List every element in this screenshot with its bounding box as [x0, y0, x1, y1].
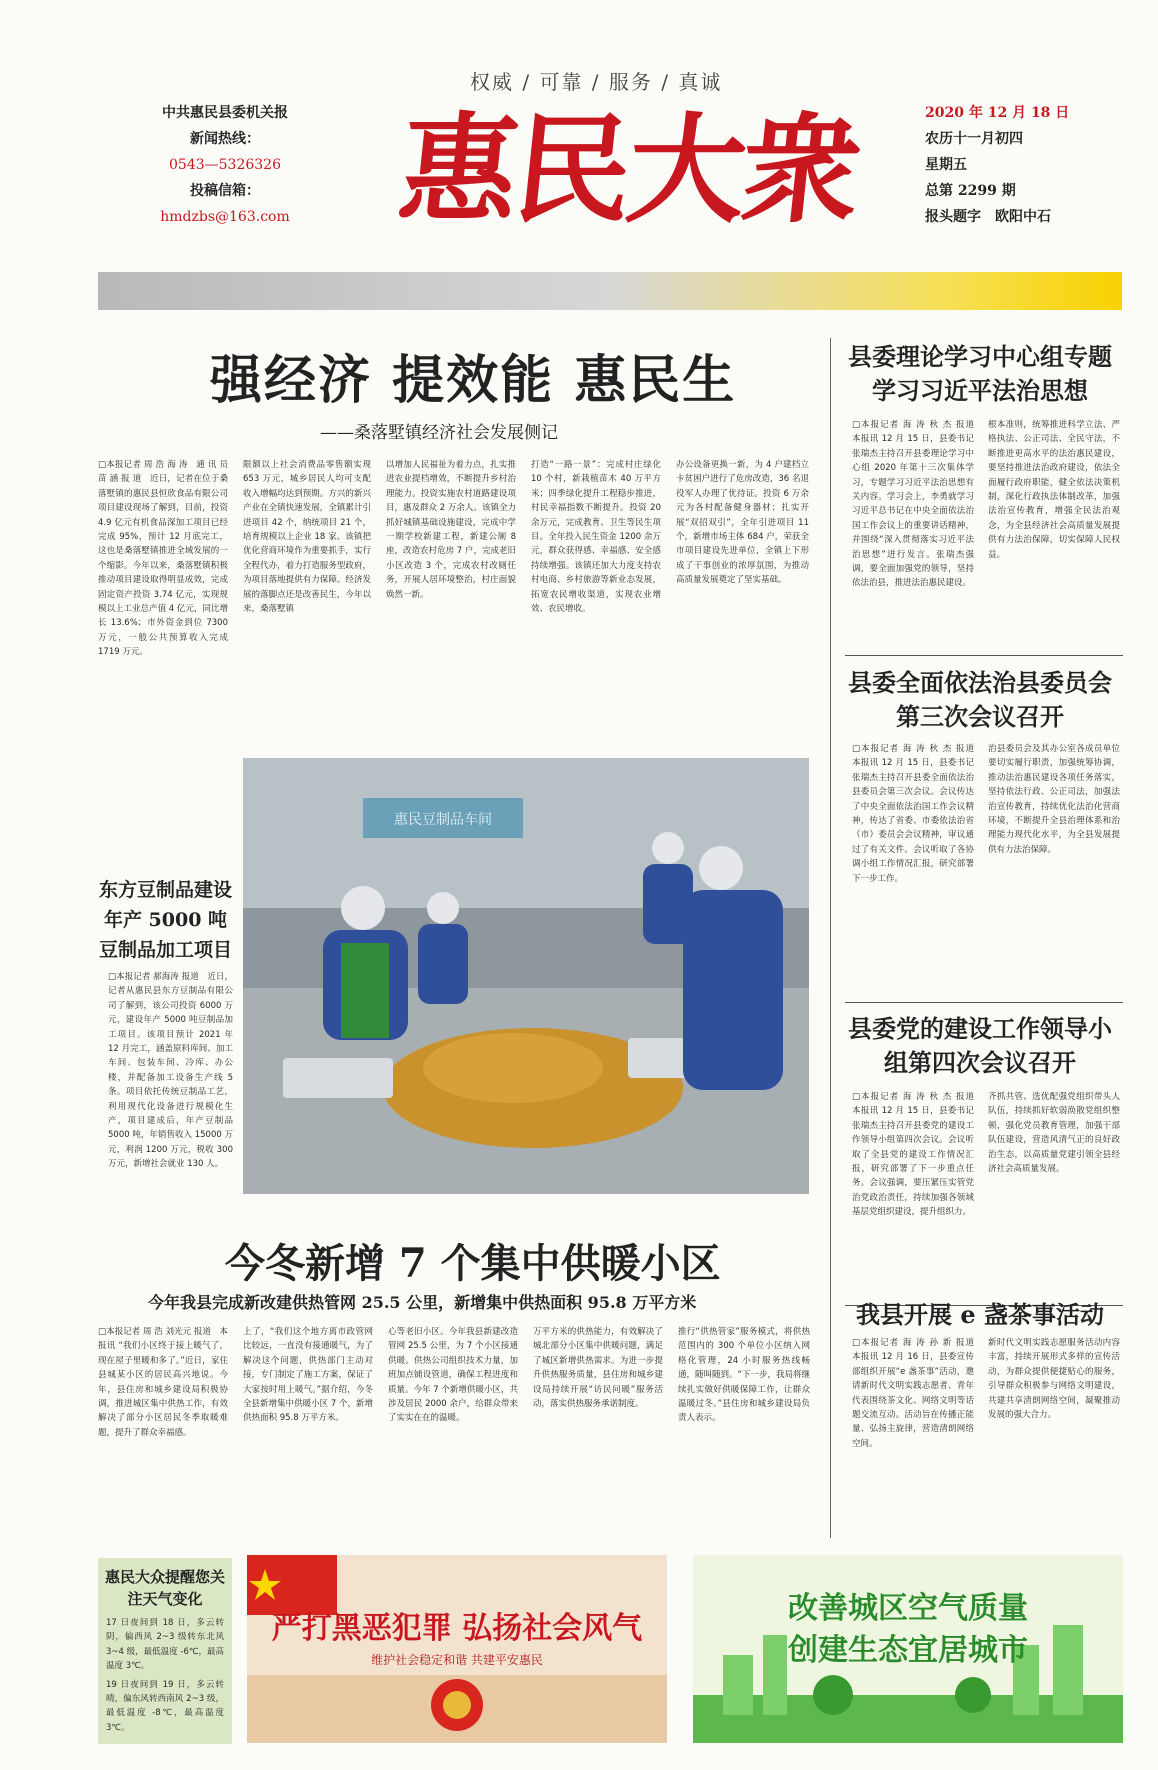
heating-column-4: 万平方米的供热能力，有效解决了城北部分小区集中供暖问题，满足了城区新增供热需求。为进一步提升供热服务质量，县住房和城乡建设局持续开展“访民问暖”服务活动，落实供热服务承诺制度。	[533, 1327, 663, 1410]
weather-title: 惠民大众提醒您关注天气变化	[104, 1568, 225, 1608]
hotline-number: 0543—5326326	[169, 157, 281, 173]
side-story-2-col-b: 治县委员会及其办公室各成员单位要切实履行职责，加强统筹协调，推动法治惠民建设各项任务落实，坚持依法行政、公正司法，加强法治宣传教育，持续优化法治化营商环境，不断提升全县治理体系和治理能力现代化水平，为全县发展提供有力法治保障。	[988, 744, 1120, 855]
weekday: 星期五	[925, 157, 967, 173]
heating-subtitle: 今年我县完成新改建供热管网 25.5 公里，新增集中供热面积 95.8 万平方米	[148, 1293, 697, 1312]
air-quality-line-2: 创建生态宜居城市	[788, 1633, 1028, 1668]
weather-forecast-2: 19 日夜间到 19 日，多云转晴，偏东风转西南风 2~3 级，最低温度 -8℃，最高温度 3℃。	[106, 1679, 224, 1733]
weather-box	[98, 1558, 232, 1744]
side-divider-2	[845, 1002, 1123, 1003]
newspaper-title: 惠民大衆	[392, 100, 864, 239]
calligraphy-credit: 报头题字 欧阳中石	[925, 209, 1051, 225]
lead-column-3: 以增加人民福祉为着力点，扎实推进农业提档增效，不断提升乡村治理能力。投资实施农村道路建设项目，惠及群众 2 万余人。该镇全力抓好城镇基础设施建设，完成中学一期学校新建工程，新建公厕 8 座，改造农村危房 7 户，完成老旧小区改造 3 个，完成农村改厕任务，开展人居环境整治，村庄面貌焕然一新。	[386, 460, 516, 600]
hotline-label: 新闻热线：	[190, 131, 260, 147]
factory-sign: 惠民豆制品车间	[394, 812, 492, 828]
lead-column-4: 打造“一路一景”：完成村庄绿化 10 个村，新栽植苗木 40 万平方米；四季绿化提升工程稳步推进，村民幸福指数不断提升。投资 20 余万元，完成教育、卫生等民生项目。全年投入民生资金 1200 余万元，群众获得感、幸福感、安全感持续增强。该镇还加大力度支持农村电商、乡村旅游等新业态发展，拓宽农民增收渠道，实现农业增效、农民增收。	[531, 460, 661, 615]
heating-column-3: 心等老旧小区。今年我县新建改造管网 25.5 公里，为 7 个小区接通供暖。供热公司组织技术力量，加班加点铺设管道，确保工程进度和质量。今年 7 个新增供暖小区，共涉及居民 2000 余户，给群众带来了实实在在的温暖。	[388, 1327, 518, 1424]
issue-number: 总第 2299 期	[925, 183, 1016, 199]
mail-address: hmdzbs@163.com	[160, 209, 290, 225]
slogan: 权威 / 可靠 / 服务 / 真诚	[470, 70, 723, 94]
tree-icon	[813, 1675, 853, 1715]
org-name: 中共惠民县委机关报	[162, 105, 288, 121]
side-story-4-col-b: 新时代文明实践志愿服务活动内容丰富，持续开展形式多样的宣传活动，为群众提供便捷贴心的服务，引导群众积极参与网络文明建设，共建共享清朗网络空间，凝聚推动发展的强大合力。	[988, 1338, 1120, 1421]
side-story-3-title: 县委党的建设工作领导小组第四次会议召开	[848, 1014, 1112, 1077]
weather-forecast-1: 17 日夜间到 18 日，多云转阴，偏西风 2~3 级转东北风 3~4 级，最低温度 -6℃，最高温度 3℃。	[106, 1618, 224, 1672]
side-story-2-col-a: □本报记者 海 涛 秋 杰 报道 本报讯 12 月 15 日，县委书记张瑞杰主持召开县委全面依法治县委员会第三次会议。会议传达了中央全面依法治国工作会议精神，传达了省委、市委依法治省（市）委员会会议精神，审议通过了有关文件。会议听取了各协调小组工作情况汇报，研究部署下一步工作。	[852, 744, 983, 884]
side-story-1-col-a: □本报记者 海 涛 秋 杰 报道 本报讯 12 月 15 日，县委书记张瑞杰主持召开县委理论学习中心组 2020 年第十三次集体学习，专题学习习近平法治思想有关内容。学习会上，李勇就学习习近平总书记在中央全面依法治国工作会议上的重要讲话精神，并围绕“深入贯彻落实习近平法治思想”进行发言。张瑞杰强调，要全面加强党的领导，坚持依法治县，推进法治惠民建设。	[852, 420, 983, 589]
anti-crime-ad-art	[247, 1555, 667, 1743]
side-story-4-title: 我县开展 e 盏茶事活动	[856, 1300, 1104, 1329]
lead-column-2: 限额以上社会消费品零售额实现 653 万元，城乡居民人均可支配收入增幅均达到预期。方兴的新兴产业在全镇快速发展，全镇累计引进项目 42 个，纳统项目 21 个，培育规模以上企业 18 家。该镇把优化营商环境作为重要抓手，实行全程代办，着力打造服务型政府，为项目落地提供有力保障。经济发展的落脚点还是改善民生，今年以来，桑落墅镇	[243, 460, 371, 615]
header-bar	[98, 272, 1122, 310]
tofu-story-body: □本报记者 郝海涛 报道 近日，记者从惠民县东方豆制品有限公司了解到，该公司投资 6000 万元，建设年产 5000 吨豆制品加工项目。该项目预计 2021 年 12 月完工，涵盖原料库间、加工车间、包装车间、冷库、办公楼，并配备加工设备生产线 5 条。项目依托传统豆制品工艺，利用现代化设备进行规模化生产，项目建成后，年产豆制品 5000 吨，年销售收入 15000 万元，利润 1200 万元，税收 300 万元，新增社会就业 130 人。	[108, 972, 233, 1170]
lead-column-5: 办公设备更换一新，为 4 户建档立卡贫困户进行了危房改造，36 名退役军人办理了优待证。投资 6 万余元为各村配备健身器材；扎实开展“双招双引”，全年引进项目 11 个，新增市场主体 684 户，荣获全市项目建设先进单位，全镇上下形成了干事创业的浓厚氛围，为推动高质量发展奠定了坚实基础。	[676, 460, 809, 586]
masthead-left	[140, 100, 310, 230]
side-story-2-title: 县委全面依法治县委员会第三次会议召开	[848, 668, 1112, 731]
factory-photo-illustration	[243, 758, 809, 1194]
tofu-story-title: 东方豆制品建设年产 5000 吨豆制品加工项目	[98, 879, 232, 961]
issue-date: 2020 年 12 月 18 日	[925, 105, 1070, 121]
side-story-1-title: 县委理论学习中心组专题学习习近平法治思想	[848, 342, 1112, 405]
heating-column-1: □本报记者 周 浩 刘光元 报道 本报讯 “我们小区终于接上暖气了，现在屋子里暖和多了。”近日，家住县城某小区的居民高兴地说。今年，县住房和城乡建设局积极协调，推进城区集中供热工作，有效解决了部分小区居民冬季取暖难题，提升了群众幸福感。	[98, 1327, 228, 1438]
heating-column-2: 上了，“我们这个地方离市政管网比较远，一直没有接通暖气，为了解决这个问题，供热部门主动对接，专门制定了施工方案，保证了大家按时用上暖气。”据介绍，今冬全县新增集中供暖小区 7 个，新增供热面积 95.8 万平方米。	[243, 1327, 373, 1424]
air-quality-ad	[693, 1555, 1123, 1743]
heating-headline: 今冬新增 7 个集中供暖小区	[225, 1240, 721, 1287]
anti-crime-slogan: 严打黑恶犯罪 弘扬社会风气	[271, 1611, 643, 1646]
side-story-4-col-a: □本报记者 海 涛 孙 新 报道 本报讯 12 月 16 日，县委宣传部组织开展“e 盏茶事”活动，邀请新时代文明实践志愿者、青年代表围绕茶文化、网络文明等话题交流互动。活动旨在传播正能量、弘扬主旋律，营造清朗网络空间。	[852, 1338, 983, 1449]
anti-crime-ad	[247, 1555, 667, 1743]
lunar-date: 农历十一月初四	[925, 131, 1023, 147]
anti-crime-subslogan: 维护社会稳定和谐 共建平安惠民	[371, 1653, 543, 1667]
mail-label: 投稿信箱：	[190, 183, 260, 199]
masthead-right	[925, 100, 1095, 230]
air-quality-line-1: 改善城区空气质量	[788, 1591, 1028, 1626]
side-story-3-col-b: 齐抓共管、选优配强党组织带头人队伍，持续抓好软弱涣散党组织整顿，强化党员教育管理，加强干部队伍建设，营造风清气正的良好政治生态，以高质量党建引领全县经济社会高质量发展。	[988, 1092, 1120, 1175]
lead-headline: 强经济 提效能 惠民生	[210, 351, 737, 411]
side-story-3-col-a: □本报记者 海 涛 秋 杰 报道 本报讯 12 月 15 日，县委书记张瑞杰主持召开县委党的建设工作领导小组第四次会议。会议听取了全县党的建设工作情况汇报，研究部署了下一步重点任务。会议强调，要压紧压实管党治党政治责任，持续加强各领域基层党组织建设，提升组织力。	[852, 1092, 983, 1218]
heating-column-5: 推行“供热管家”服务模式，将供热范围内的 300 个单位小区纳入网格化管理，24 小时服务热线畅通，随叫随到。“下一步，我局将继续扎实做好供暖保障工作，让群众温暖过冬。”县住房和城乡建设局负责人表示。	[678, 1327, 810, 1424]
tree-icon	[955, 1677, 991, 1713]
column-divider	[830, 338, 831, 1538]
side-story-1-col-b: 根本准则，统筹推进科学立法、严格执法、公正司法、全民守法，不断推进更高水平的法治惠民建设，要坚持推进法治政府建设，依法全面履行政府职能，健全依法决策机制，深化行政执法体制改革，加强法治宣传教育，增强全民法治观念，为全县经济社会高质量发展提供有力法治保障，切实保障人民权益。	[988, 420, 1120, 560]
lead-subtitle: ——桑落墅镇经济社会发展侧记	[320, 423, 558, 443]
lead-column-1: □本报记者 周 浩 海 涛 通 讯 员 苗 涵 报 道 近日，记者在位于桑落墅镇的惠民县恒欣食品有限公司项目建设现场了解到，目前，投资 4.9 亿元有机食品深加工项目已经完成 95%，预计 12 月底完工，这也是桑落墅镇推进全域发展的一个缩影。今年以来，桑落墅镇积极推动项目建设取得明显成效，完成固定资产投资 3.74 亿元，实现规模以上工业总产值 4 亿元，同比增长 13.6%；市外资金到位 7300 万元，一般公共预算收入完成 1719 万元。	[98, 460, 228, 658]
side-divider-1	[845, 655, 1123, 656]
factory-photo	[243, 758, 809, 1194]
